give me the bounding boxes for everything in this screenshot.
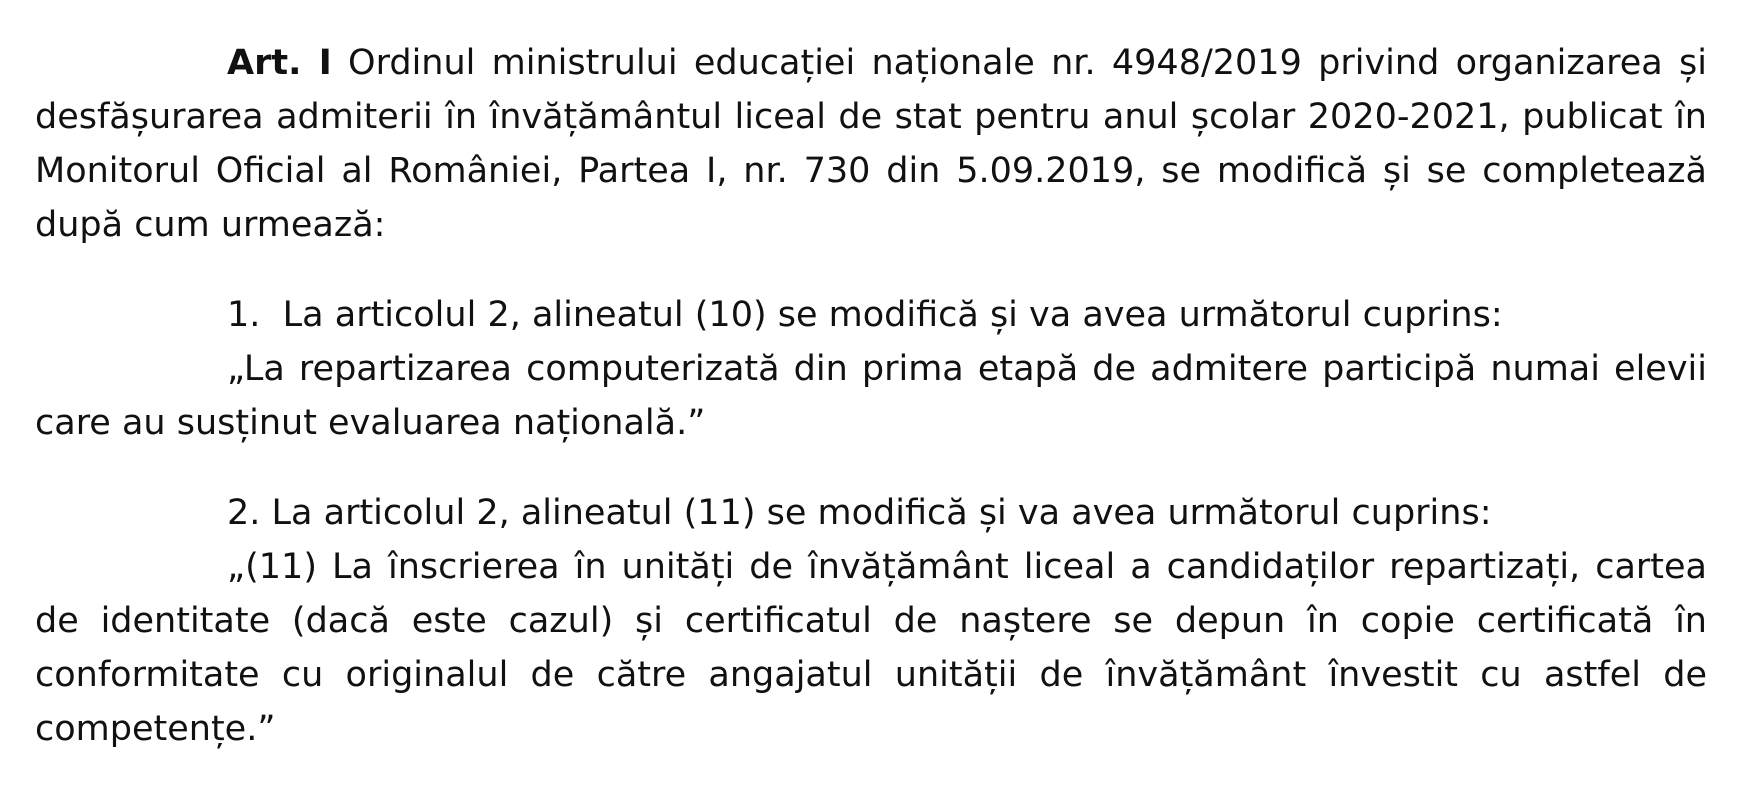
amendment-heading-text-1: La articolul 2, alineatul (10) se modifică și va avea următorul cuprins: — [282, 295, 1503, 335]
amendment-content-2: „(11) La înscrierea în unități de învățământ liceal a candidaților repartizați, cartea de identitate (dacă este cazul) și certificatul de naștere se depun în copie certificată în conformitate cu originalul de către angajatul unității de învățământ învestit cu astfel de competențe.” — [35, 547, 1707, 749]
amendment-heading-1 — [35, 288, 1707, 342]
amendment-item-2 — [35, 486, 1707, 756]
document-body — [35, 36, 1707, 756]
article-intro-text: Ordinul ministrului educației naționale nr. 4948/2019 privind organizarea și desfășurarea admiterii în învățământul liceal de stat pentru anul școlar 2020-2021, publicat în Monitorul Oficial al României, Partea I, nr. 730 din 5.09.2019, se modifică și se completează după cum urmează: — [35, 43, 1707, 245]
amendment-number-2: 2. — [227, 493, 261, 533]
article-label: Art. I — [227, 43, 332, 83]
amendment-number-1: 1. — [227, 295, 261, 335]
amendment-item-1 — [35, 288, 1707, 450]
amendment-heading-text-2: La articolul 2, alineatul (11) se modifică și va avea următorul cuprins: — [271, 493, 1492, 533]
amendment-content-1: „La repartizarea computerizată din prima etapă de admitere participă numai elevii care au susținut evaluarea națională.” — [35, 349, 1707, 443]
article-intro-paragraph — [35, 36, 1707, 252]
amendment-heading-2 — [35, 486, 1707, 540]
